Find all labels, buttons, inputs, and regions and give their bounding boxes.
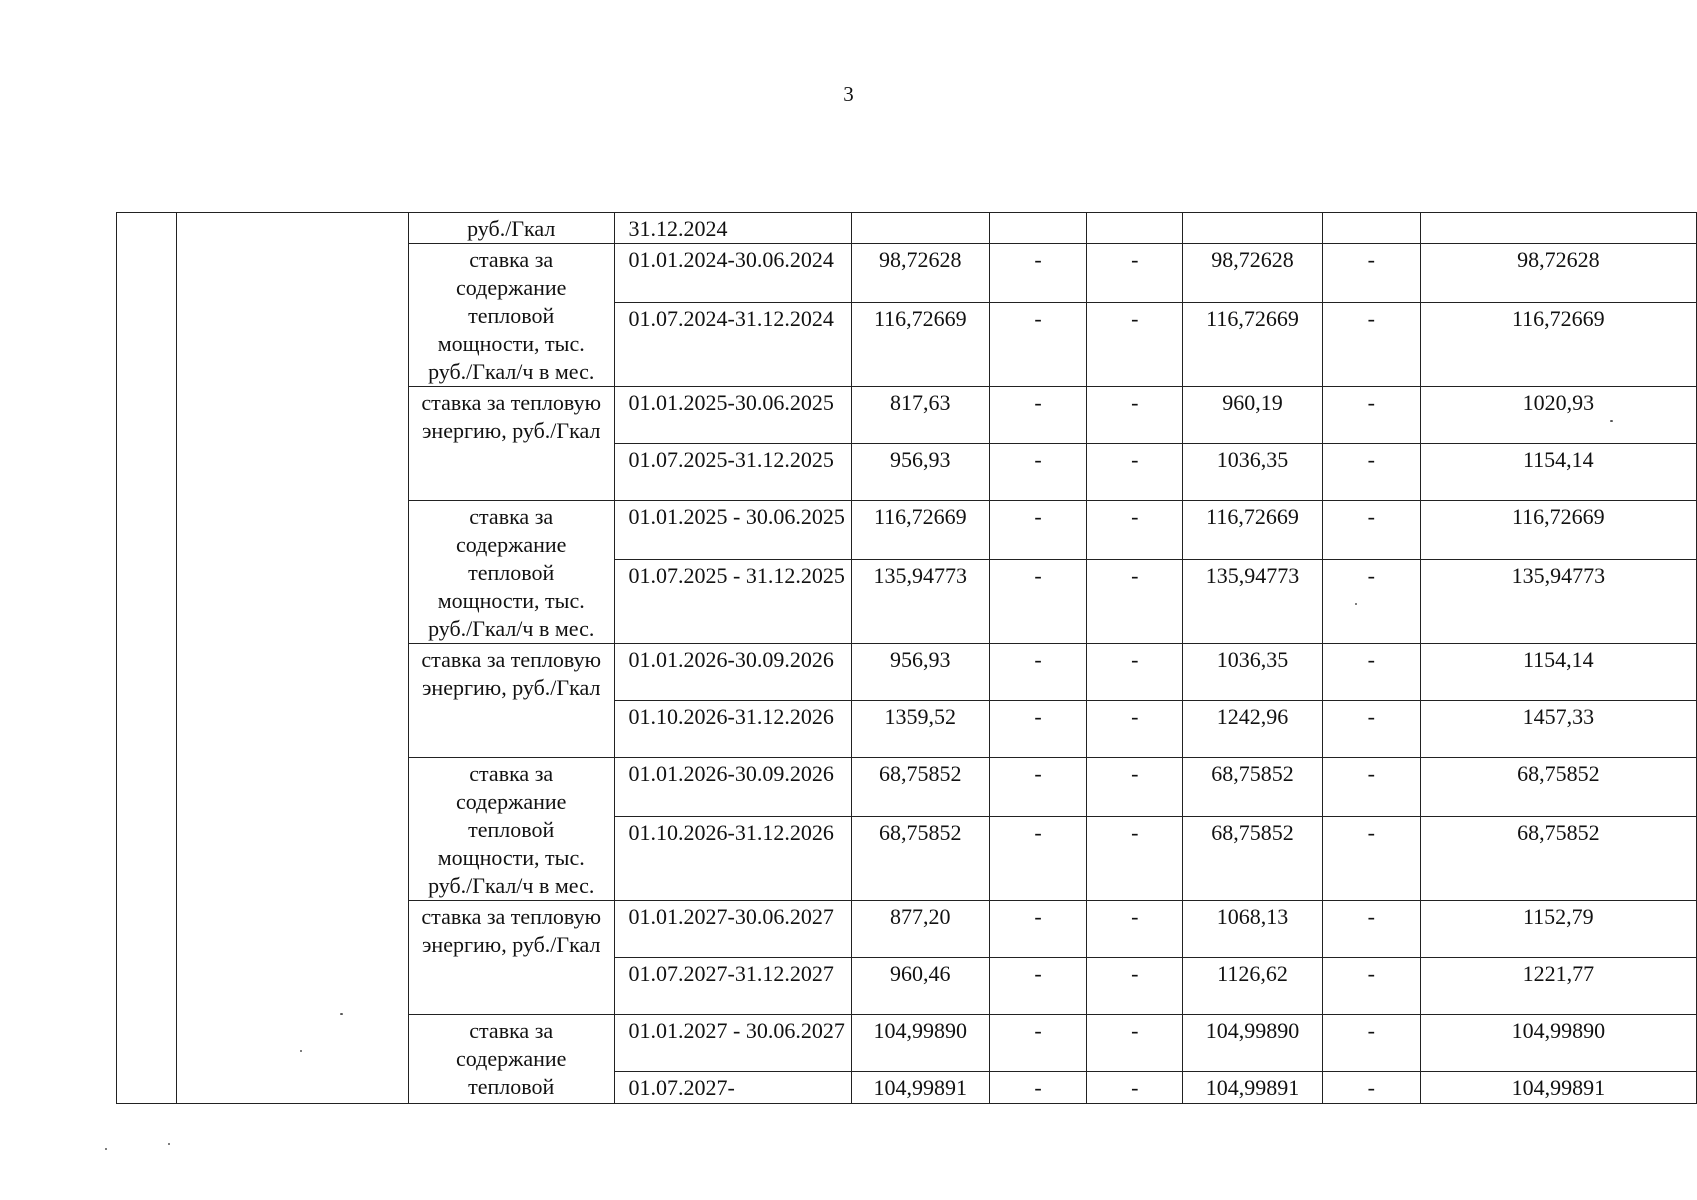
value-cell xyxy=(851,213,989,244)
rate-name-cell: руб./Гкал xyxy=(408,213,614,244)
value-cell: - xyxy=(989,244,1087,303)
value-cell: - xyxy=(1322,1072,1420,1104)
value-cell: - xyxy=(1322,701,1420,758)
value-cell: - xyxy=(1087,244,1183,303)
value-cell: - xyxy=(1322,817,1420,901)
period-cell: 01.01.2026-30.09.2026 xyxy=(614,644,851,701)
value-cell: 1359,52 xyxy=(851,701,989,758)
value-cell: 116,72669 xyxy=(851,303,989,387)
value-cell xyxy=(1322,213,1420,244)
value-cell: - xyxy=(1087,560,1183,644)
organization-cell xyxy=(176,213,408,1104)
scan-speck xyxy=(1610,420,1613,422)
table-row xyxy=(117,213,1697,244)
period-cell: 01.07.2025-31.12.2025 xyxy=(614,444,851,501)
period-cell: 01.07.2027- xyxy=(614,1072,851,1104)
period-cell: 01.01.2025 - 30.06.2025 xyxy=(614,501,851,560)
value-cell: - xyxy=(989,501,1087,560)
scan-speck xyxy=(1355,603,1357,605)
value-cell: - xyxy=(989,701,1087,758)
value-cell: 1036,35 xyxy=(1183,644,1323,701)
value-cell: 116,72669 xyxy=(1420,501,1696,560)
value-cell xyxy=(989,213,1087,244)
value-cell: - xyxy=(1087,1015,1183,1072)
value-cell: - xyxy=(1087,444,1183,501)
value-cell: - xyxy=(1322,758,1420,817)
value-cell: 1154,14 xyxy=(1420,444,1696,501)
period-cell: 01.01.2027-30.06.2027 xyxy=(614,901,851,958)
value-cell: - xyxy=(989,901,1087,958)
value-cell xyxy=(1087,213,1183,244)
value-cell: 1154,14 xyxy=(1420,644,1696,701)
rate-name-cell: ставка за тепловую энергию, руб./Гкал xyxy=(408,644,614,758)
value-cell: - xyxy=(989,758,1087,817)
value-cell: - xyxy=(1322,958,1420,1015)
period-cell: 01.01.2026-30.09.2026 xyxy=(614,758,851,817)
value-cell: 817,63 xyxy=(851,387,989,444)
value-cell: - xyxy=(989,817,1087,901)
value-cell: 68,75852 xyxy=(1420,758,1696,817)
value-cell xyxy=(1183,213,1323,244)
value-cell: 104,99891 xyxy=(851,1072,989,1104)
value-cell: - xyxy=(1087,958,1183,1015)
value-cell: 68,75852 xyxy=(1183,758,1323,817)
value-cell: - xyxy=(989,1072,1087,1104)
value-cell: - xyxy=(1087,387,1183,444)
value-cell: 1126,62 xyxy=(1183,958,1323,1015)
period-cell: 01.10.2026-31.12.2026 xyxy=(614,817,851,901)
value-cell: - xyxy=(1322,644,1420,701)
rate-name-cell: ставка за содержание тепловой xyxy=(408,1015,614,1104)
rate-name-cell: ставка за тепловую энергию, руб./Гкал xyxy=(408,387,614,501)
value-cell: - xyxy=(989,444,1087,501)
value-cell: 1036,35 xyxy=(1183,444,1323,501)
value-cell: 98,72628 xyxy=(1420,244,1696,303)
value-cell: - xyxy=(1322,1015,1420,1072)
value-cell: - xyxy=(1087,701,1183,758)
period-cell: 01.07.2025 - 31.12.2025 xyxy=(614,560,851,644)
scan-speck xyxy=(168,1143,170,1145)
value-cell: 68,75852 xyxy=(1420,817,1696,901)
value-cell: 98,72628 xyxy=(851,244,989,303)
value-cell: 116,72669 xyxy=(1183,501,1323,560)
value-cell: 1152,79 xyxy=(1420,901,1696,958)
value-cell: - xyxy=(1087,817,1183,901)
value-cell xyxy=(1420,213,1696,244)
value-cell: - xyxy=(989,958,1087,1015)
value-cell: 1068,13 xyxy=(1183,901,1323,958)
value-cell: - xyxy=(989,303,1087,387)
value-cell: - xyxy=(989,1015,1087,1072)
scan-speck xyxy=(340,1013,343,1015)
value-cell: 104,99890 xyxy=(1183,1015,1323,1072)
period-cell: 31.12.2024 xyxy=(614,213,851,244)
period-cell: 01.01.2024-30.06.2024 xyxy=(614,244,851,303)
value-cell: 104,99890 xyxy=(1420,1015,1696,1072)
value-cell: 116,72669 xyxy=(851,501,989,560)
scan-speck xyxy=(300,1050,302,1052)
value-cell: - xyxy=(1087,758,1183,817)
value-cell: 956,93 xyxy=(851,444,989,501)
rate-name-cell: ставка за тепловую энергию, руб./Гкал xyxy=(408,901,614,1015)
value-cell: - xyxy=(989,387,1087,444)
value-cell: 960,19 xyxy=(1183,387,1323,444)
value-cell: - xyxy=(1322,901,1420,958)
number-cell xyxy=(117,213,177,1104)
value-cell: - xyxy=(1087,644,1183,701)
rate-name-cell: ставка за содержание тепловой мощности, тыс. руб./Гкал/ч в мес. xyxy=(408,244,614,387)
value-cell: 1020,93 xyxy=(1420,387,1696,444)
value-cell: 116,72669 xyxy=(1420,303,1696,387)
value-cell: - xyxy=(1087,1072,1183,1104)
value-cell: 135,94773 xyxy=(1420,560,1696,644)
value-cell: 1221,77 xyxy=(1420,958,1696,1015)
tariff-table xyxy=(116,212,1697,1104)
page-number: 3 xyxy=(843,82,854,106)
value-cell: - xyxy=(1322,501,1420,560)
value-cell: - xyxy=(1087,501,1183,560)
value-cell: - xyxy=(1322,444,1420,501)
value-cell: 104,99891 xyxy=(1420,1072,1696,1104)
value-cell: 877,20 xyxy=(851,901,989,958)
value-cell: 135,94773 xyxy=(851,560,989,644)
value-cell: 956,93 xyxy=(851,644,989,701)
period-cell: 01.10.2026-31.12.2026 xyxy=(614,701,851,758)
value-cell: - xyxy=(1322,244,1420,303)
value-cell: - xyxy=(1322,560,1420,644)
value-cell: 68,75852 xyxy=(851,758,989,817)
value-cell: 1242,96 xyxy=(1183,701,1323,758)
scan-speck xyxy=(105,1148,107,1150)
value-cell: 1457,33 xyxy=(1420,701,1696,758)
value-cell: 104,99891 xyxy=(1183,1072,1323,1104)
value-cell: 960,46 xyxy=(851,958,989,1015)
rate-name-cell: ставка за содержание тепловой мощности, тыс. руб./Гкал/ч в мес. xyxy=(408,758,614,901)
value-cell: 116,72669 xyxy=(1183,303,1323,387)
period-cell: 01.01.2025-30.06.2025 xyxy=(614,387,851,444)
value-cell: 68,75852 xyxy=(851,817,989,901)
period-cell: 01.07.2027-31.12.2027 xyxy=(614,958,851,1015)
value-cell: 98,72628 xyxy=(1183,244,1323,303)
period-cell: 01.01.2027 - 30.06.2027 xyxy=(614,1015,851,1072)
value-cell: - xyxy=(1322,387,1420,444)
value-cell: - xyxy=(1087,901,1183,958)
value-cell: - xyxy=(989,644,1087,701)
value-cell: 104,99890 xyxy=(851,1015,989,1072)
rate-name-cell: ставка за содержание тепловой мощности, тыс. руб./Гкал/ч в мес. xyxy=(408,501,614,644)
value-cell: - xyxy=(1087,303,1183,387)
value-cell: 135,94773 xyxy=(1183,560,1323,644)
value-cell: - xyxy=(989,560,1087,644)
value-cell: 68,75852 xyxy=(1183,817,1323,901)
value-cell: - xyxy=(1322,303,1420,387)
period-cell: 01.07.2024-31.12.2024 xyxy=(614,303,851,387)
